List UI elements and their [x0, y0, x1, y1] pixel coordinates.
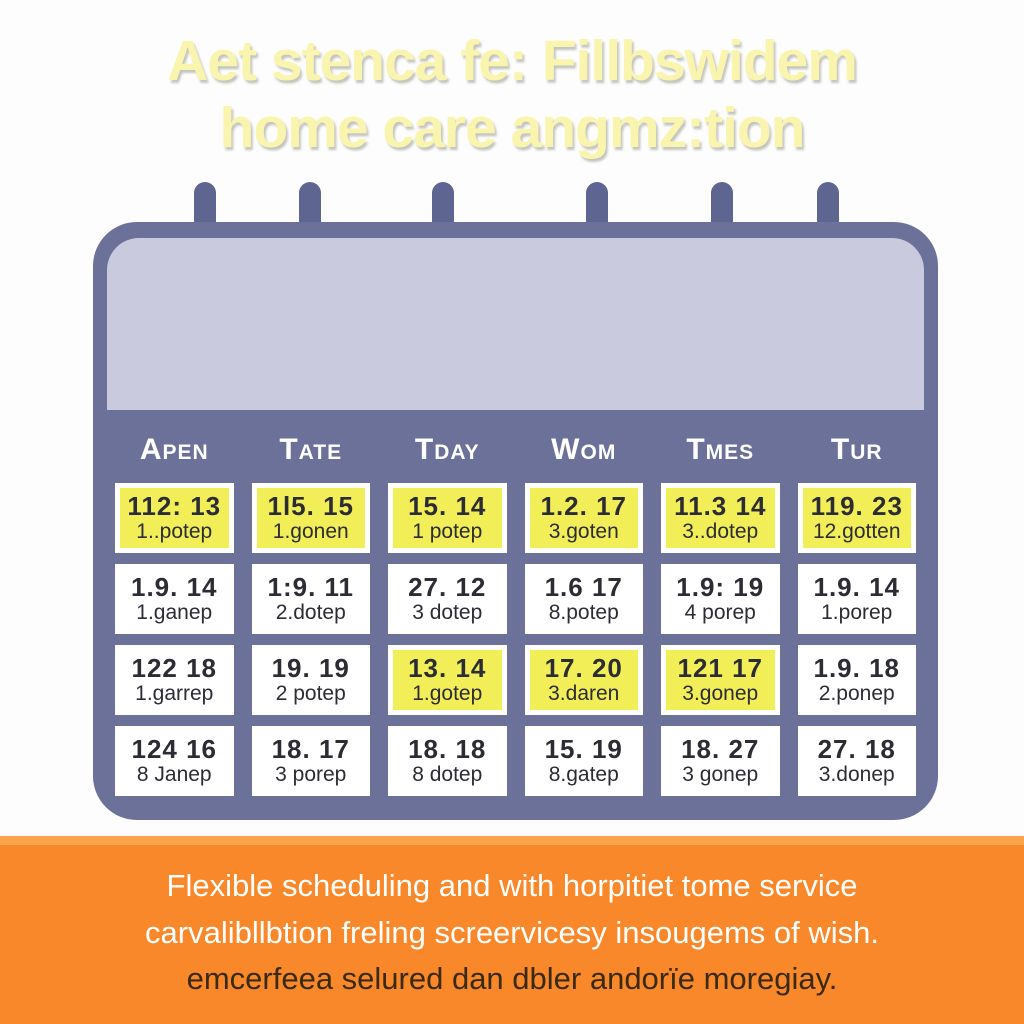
calendar-frame [93, 222, 938, 820]
cell-value: 15. 19 [544, 733, 623, 764]
calendar-cell [798, 483, 917, 553]
banner-line-1: Flexible scheduling and with horpitiet tome service [166, 867, 858, 903]
calendar-cell [525, 564, 644, 634]
cell-label: 3 porep [275, 763, 347, 787]
cell-label: 1.ganep [136, 601, 213, 625]
calendar-cell [661, 726, 780, 796]
bottom-banner [0, 836, 1024, 1024]
cell-value: 1.9. 18 [813, 652, 900, 683]
cell-value: 1:9. 11 [267, 571, 354, 602]
day-header: Tday [414, 433, 480, 466]
cell-label: 1.gonen [272, 520, 349, 544]
calendar-grid [115, 483, 916, 796]
calendar-cell [388, 726, 507, 796]
day-header-row [115, 428, 916, 472]
cell-value: 27. 12 [408, 571, 487, 602]
cell-value: 18. 18 [408, 733, 487, 764]
banner-line-2: carvalibllbtion freling screervicesy insougems of wish. [145, 914, 879, 950]
cell-value: 1.2. 17 [540, 490, 627, 521]
cell-value: 17. 20 [544, 652, 623, 683]
cell-label: 8.gatep [548, 763, 619, 787]
calendar-cell [115, 645, 234, 715]
cell-label: 1.gotep [412, 682, 483, 706]
day-header: Tmes [686, 433, 755, 466]
cell-label: 2.ponep [818, 682, 895, 706]
cell-value: 112: 13 [127, 490, 222, 521]
banner-line-3: emcerfeea selured dan dbler andorïe moregiay. [186, 961, 838, 997]
calendar-cell [798, 564, 917, 634]
calendar-cell [115, 564, 234, 634]
calendar-cell [115, 483, 234, 553]
calendar-cell [661, 564, 780, 634]
calendar-cell [525, 726, 644, 796]
calendar-cell [798, 726, 917, 796]
calendar-cell [525, 645, 644, 715]
cell-label: 8 dotep [412, 763, 483, 787]
day-header: Tur [830, 433, 883, 466]
cell-label: 3 gonep [682, 763, 759, 787]
title-line-1: Aet stenca fe: Fillbswidem [167, 29, 857, 93]
cell-label: 8.potep [548, 601, 619, 625]
cell-value: 1.9: 19 [676, 571, 765, 602]
calendar-header-panel [107, 238, 924, 410]
cell-value: 15. 14 [408, 490, 487, 521]
cell-label: 3.donep [818, 763, 895, 787]
cell-value: 1.6 17 [544, 571, 623, 602]
cell-label: 3 dotep [412, 601, 483, 625]
cell-label: 3.goten [548, 520, 619, 544]
cell-value: 18. 17 [271, 733, 350, 764]
cell-value: 1.9. 14 [813, 571, 900, 602]
calendar-cell [252, 483, 371, 553]
cell-label: 4 porep [684, 601, 756, 625]
calendar-cell [798, 645, 917, 715]
cell-label: 2 potep [275, 682, 346, 706]
calendar-cell [388, 564, 507, 634]
cell-value: 119. 23 [810, 490, 903, 521]
cell-value: 1.9. 14 [130, 571, 218, 602]
title-line-2: home care angmz:tion [219, 96, 805, 161]
cell-label: 12.gotten [812, 520, 901, 544]
cell-label: 8 Janep [136, 763, 212, 787]
cell-label: 2.dotep [275, 601, 346, 625]
calendar-cell [252, 726, 371, 796]
cell-value: 122 18 [131, 652, 218, 683]
cell-label: 1..potep [136, 520, 213, 544]
calendar-cell [525, 483, 644, 553]
calendar-cell [388, 483, 507, 553]
cell-value: 18. 27 [681, 733, 760, 764]
cell-label: 1 potep [412, 520, 483, 544]
cell-value: 124 16 [131, 733, 218, 764]
day-header: Tate [279, 433, 343, 466]
cell-value: 19. 19 [271, 652, 350, 683]
cell-value: 13. 14 [408, 652, 487, 683]
cell-label: 3.daren [548, 682, 620, 706]
calendar-cell [115, 726, 234, 796]
cell-value: 11.3 14 [674, 490, 767, 521]
cell-value: 121 17 [677, 652, 764, 683]
cell-label: 3..dotep [682, 520, 759, 544]
calendar-cell [252, 645, 371, 715]
calendar-cell [252, 564, 371, 634]
calendar-cell [661, 645, 780, 715]
calendar-cell [661, 483, 780, 553]
cell-label: 1.porep [821, 601, 893, 625]
calendar-cell [388, 645, 507, 715]
cell-label: 1.garrep [135, 682, 214, 706]
day-header: Apen [139, 433, 209, 466]
cell-value: 1l5. 15 [267, 490, 354, 521]
page-title [0, 28, 1024, 163]
cell-value: 27. 18 [817, 733, 896, 764]
cell-label: 3.gonep [682, 682, 759, 706]
day-header: Wom [551, 433, 617, 466]
